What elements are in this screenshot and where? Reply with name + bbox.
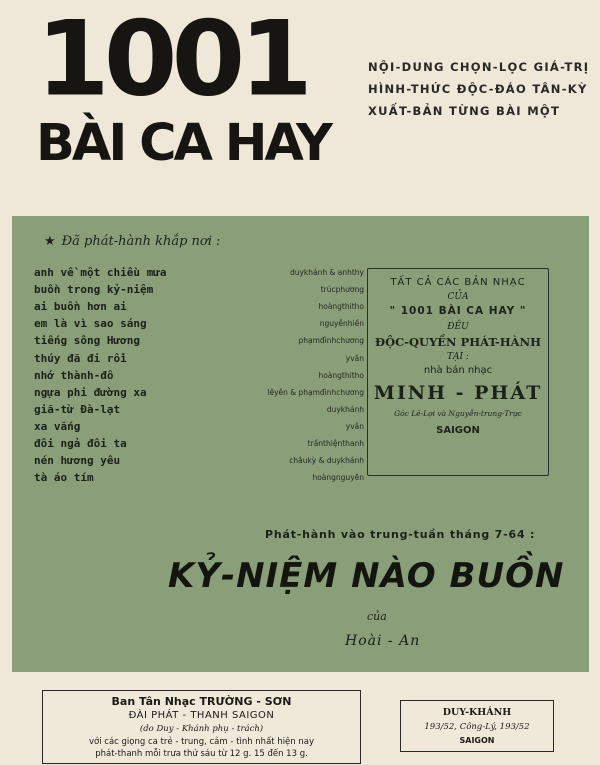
song-row xyxy=(34,454,364,471)
song-title: giã-từ Đà-lạt xyxy=(34,402,121,416)
radio-director: (do Duy - Khánh phụ - trách) xyxy=(139,724,264,734)
song-title: tiếng sông Hương xyxy=(34,334,140,348)
address-name: DUY-KHÁNH xyxy=(442,707,512,718)
radio-description: với các giọng ca trẻ - trung, cảm - tình nhất hiện nay xyxy=(88,737,315,747)
song-row xyxy=(34,334,364,351)
song-author: châukỳ & duykhánh xyxy=(289,456,364,466)
released-heading xyxy=(44,234,220,249)
box-address: Góc Lê-Lợi và Nguyễn-trung-Trực xyxy=(394,409,522,418)
box-cua: CỦA xyxy=(447,292,469,302)
song-author: trúcphương xyxy=(320,285,364,295)
released-heading-text: Đã phát-hành khắp nơi : xyxy=(61,234,221,249)
song-title: tà áo tím xyxy=(34,471,94,485)
song-title: nén hương yêu xyxy=(34,454,121,468)
song-author: hoàngnguyên xyxy=(312,473,364,483)
song-title: ai buồn hơn ai xyxy=(34,300,127,314)
upcoming-release-line: Phát-hành vào trung-tuần tháng 7-64 : xyxy=(265,528,536,541)
song-author: nguyễnhiền xyxy=(319,319,364,329)
upcoming-by: của xyxy=(367,610,387,623)
address-city: SAIGON xyxy=(459,736,495,745)
box-deu: ĐỀU xyxy=(447,322,469,332)
star-icon: ★ xyxy=(44,234,56,249)
song-row xyxy=(34,420,364,437)
song-row xyxy=(34,283,364,300)
song-title: xa vắng xyxy=(34,419,81,433)
song-row xyxy=(34,386,364,403)
song-author: yvân xyxy=(345,353,364,363)
song-author: trầnthiệnthanh xyxy=(307,439,364,448)
publisher-box xyxy=(367,268,549,476)
song-row xyxy=(34,471,364,488)
box-tai: TẠI : xyxy=(447,352,469,362)
song-row xyxy=(34,437,364,454)
song-row xyxy=(34,317,364,334)
song-row xyxy=(34,266,364,283)
song-title: anh về một chiều mưa xyxy=(34,266,167,279)
address-street: 193/52, Công-Lý, 193/52 xyxy=(424,722,530,732)
radio-station: ĐÀI PHÁT - THANH SAIGON xyxy=(128,710,275,721)
masthead-number: 1001 xyxy=(36,0,308,119)
upcoming-title: KỶ-NIỆM NÀO BUỒN xyxy=(168,556,565,596)
song-author: hoàngthitho xyxy=(318,370,364,380)
song-title: buồn trong kỷ-niệm xyxy=(34,283,154,297)
song-author: yvân xyxy=(345,421,364,431)
radio-band-box xyxy=(42,690,361,764)
upcoming-author: Hoài - An xyxy=(345,633,421,649)
song-author: phạmđìnhchương xyxy=(298,336,364,346)
song-title: thúy đã đi rồi xyxy=(34,351,127,365)
box-series-name: " 1001 BÀI CA HAY " xyxy=(389,305,527,317)
song-author: duykhánh & anhthy xyxy=(289,268,364,277)
box-shop-label: nhà bán nhạc xyxy=(423,365,493,376)
song-title: nhớ thành-đô xyxy=(34,368,114,382)
radio-band-name: Ban Tân Nhạc TRƯỜNG - SƠN xyxy=(111,695,292,708)
masthead-title: BÀI CA HAY xyxy=(36,114,330,173)
song-row xyxy=(34,403,364,420)
radio-schedule: phát-thanh mỗi trưa thứ sáu từ 12 g. 15 đến 13 g. xyxy=(95,749,308,759)
box-exclusive: ĐỘC-QUYỀN PHÁT-HÀNH xyxy=(375,335,541,349)
song-row xyxy=(34,300,364,317)
tagline-line-3: XUẤT-BẢN TỪNG BÀI MỘT xyxy=(368,104,561,118)
tagline-line-1: NỘI-DUNG CHỌN-LỌC GIÁ-TRỊ xyxy=(368,60,590,74)
song-author: lêyên & phạmđìnhchương xyxy=(267,387,364,397)
box-shop-name: MINH - PHÁT xyxy=(373,382,543,404)
song-row xyxy=(34,369,364,386)
address-box xyxy=(400,700,554,752)
song-title: em là vì sao sáng xyxy=(34,317,147,331)
box-city: SAIGON xyxy=(436,425,480,436)
tagline-line-2: HÌNH-THỨC ĐỘC-ĐÁO TÂN-KỲ xyxy=(368,82,588,96)
song-row xyxy=(34,352,364,369)
song-title: đôi ngả đôi ta xyxy=(34,437,127,450)
song-title: ngựa phi đường xa xyxy=(34,385,147,399)
song-author: duykhánh xyxy=(326,404,364,414)
box-all-songs: TẤT CẢ CÁC BẢN NHẠC xyxy=(390,277,526,288)
song-author: hoàngthitho xyxy=(318,302,364,312)
